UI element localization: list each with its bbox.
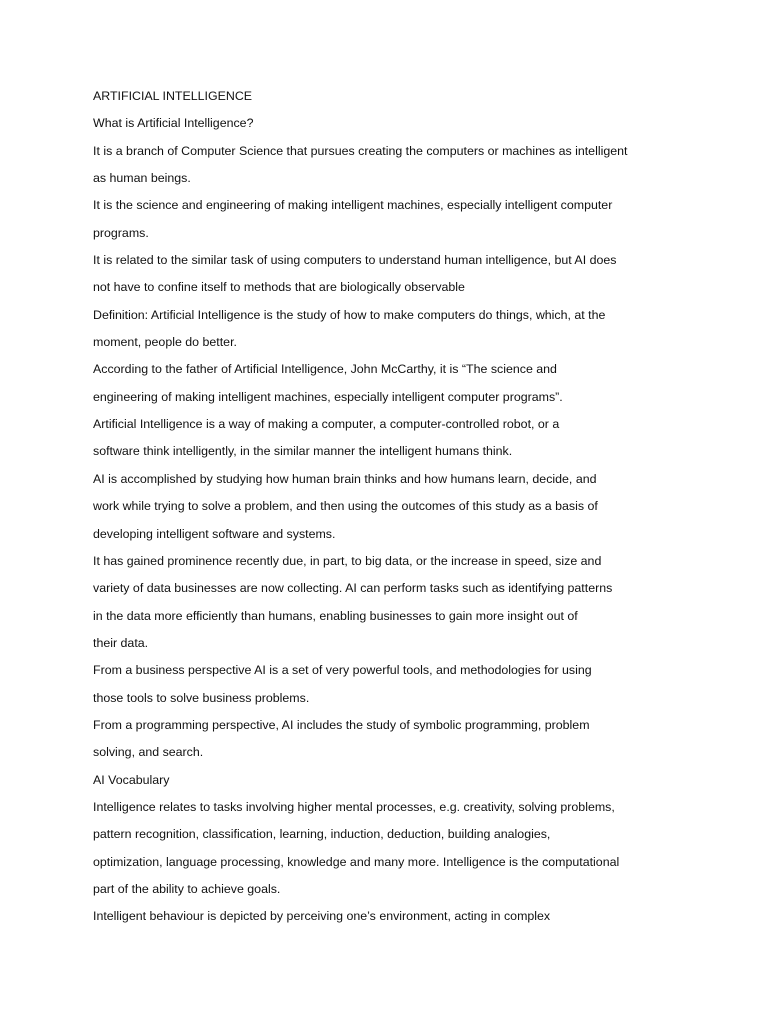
body-text-line: Intelligent behaviour is depicted by perceiving one’s environment, acting in complex <box>93 909 551 924</box>
body-text-line: According to the father of Artificial Intelligence, John McCarthy, it is “The science and <box>93 362 557 377</box>
body-text-line: Artificial Intelligence is a way of making a computer, a computer-controlled robot, or a <box>93 417 560 432</box>
body-text-line: part of the ability to achieve goals. <box>93 881 281 896</box>
body-text-line: pattern recognition, classification, learning, induction, deduction, building analogies, <box>93 827 551 842</box>
body-text-line: their data. <box>93 635 149 650</box>
body-text-line: not have to confine itself to methods that are biologically observable <box>93 280 465 295</box>
body-text-line: Definition: Artificial Intelligence is the study of how to make computers do things, which, at the <box>93 307 606 322</box>
body-text-line: variety of data businesses are now collecting. AI can perform tasks such as identifying patterns <box>93 581 613 596</box>
document-page <box>93 86 693 934</box>
body-text-line: solving, and search. <box>93 745 204 760</box>
body-text-line: those tools to solve business problems. <box>93 690 310 705</box>
body-text-line: optimization, language processing, knowledge and many more. Intelligence is the computational <box>93 854 620 869</box>
body-text-line: work while trying to solve a problem, and then using the outcomes of this study as a basis of <box>93 499 598 514</box>
body-text-line: From a business perspective AI is a set of very powerful tools, and methodologies for using <box>93 663 592 678</box>
body-text-line: moment, people do better. <box>93 335 237 350</box>
body-text-line: Intelligence relates to tasks involving higher mental processes, e.g. creativity, solving problems, <box>93 799 615 814</box>
body-text-line: as human beings. <box>93 171 191 186</box>
body-text-line: programs. <box>93 225 149 240</box>
body-text-line: software think intelligently, in the similar manner the intelligent humans think. <box>93 444 513 459</box>
section-heading: AI Vocabulary <box>93 772 170 787</box>
body-text-line: From a programming perspective, AI includes the study of symbolic programming, problem <box>93 717 590 732</box>
document-title: ARTIFICIAL INTELLIGENCE <box>93 89 253 103</box>
body-text-line: It is the science and engineering of making intelligent machines, especially intelligent computer <box>93 198 613 213</box>
section-heading: What is Artificial Intelligence? <box>93 116 254 131</box>
body-text-line: It is related to the similar task of using computers to understand human intelligence, but AI does <box>93 253 617 268</box>
body-text-line: engineering of making intelligent machines, especially intelligent computer programs”. <box>93 389 563 404</box>
body-text-line: It has gained prominence recently due, in part, to big data, or the increase in speed, size and <box>93 553 602 568</box>
body-text-line: It is a branch of Computer Science that pursues creating the computers or machines as intelligent <box>93 143 628 158</box>
body-text-line: in the data more efficiently than humans, enabling businesses to gain more insight out of <box>93 608 578 623</box>
body-text-line: developing intelligent software and systems. <box>93 526 336 541</box>
body-text-line: AI is accomplished by studying how human brain thinks and how humans learn, decide, and <box>93 471 597 486</box>
